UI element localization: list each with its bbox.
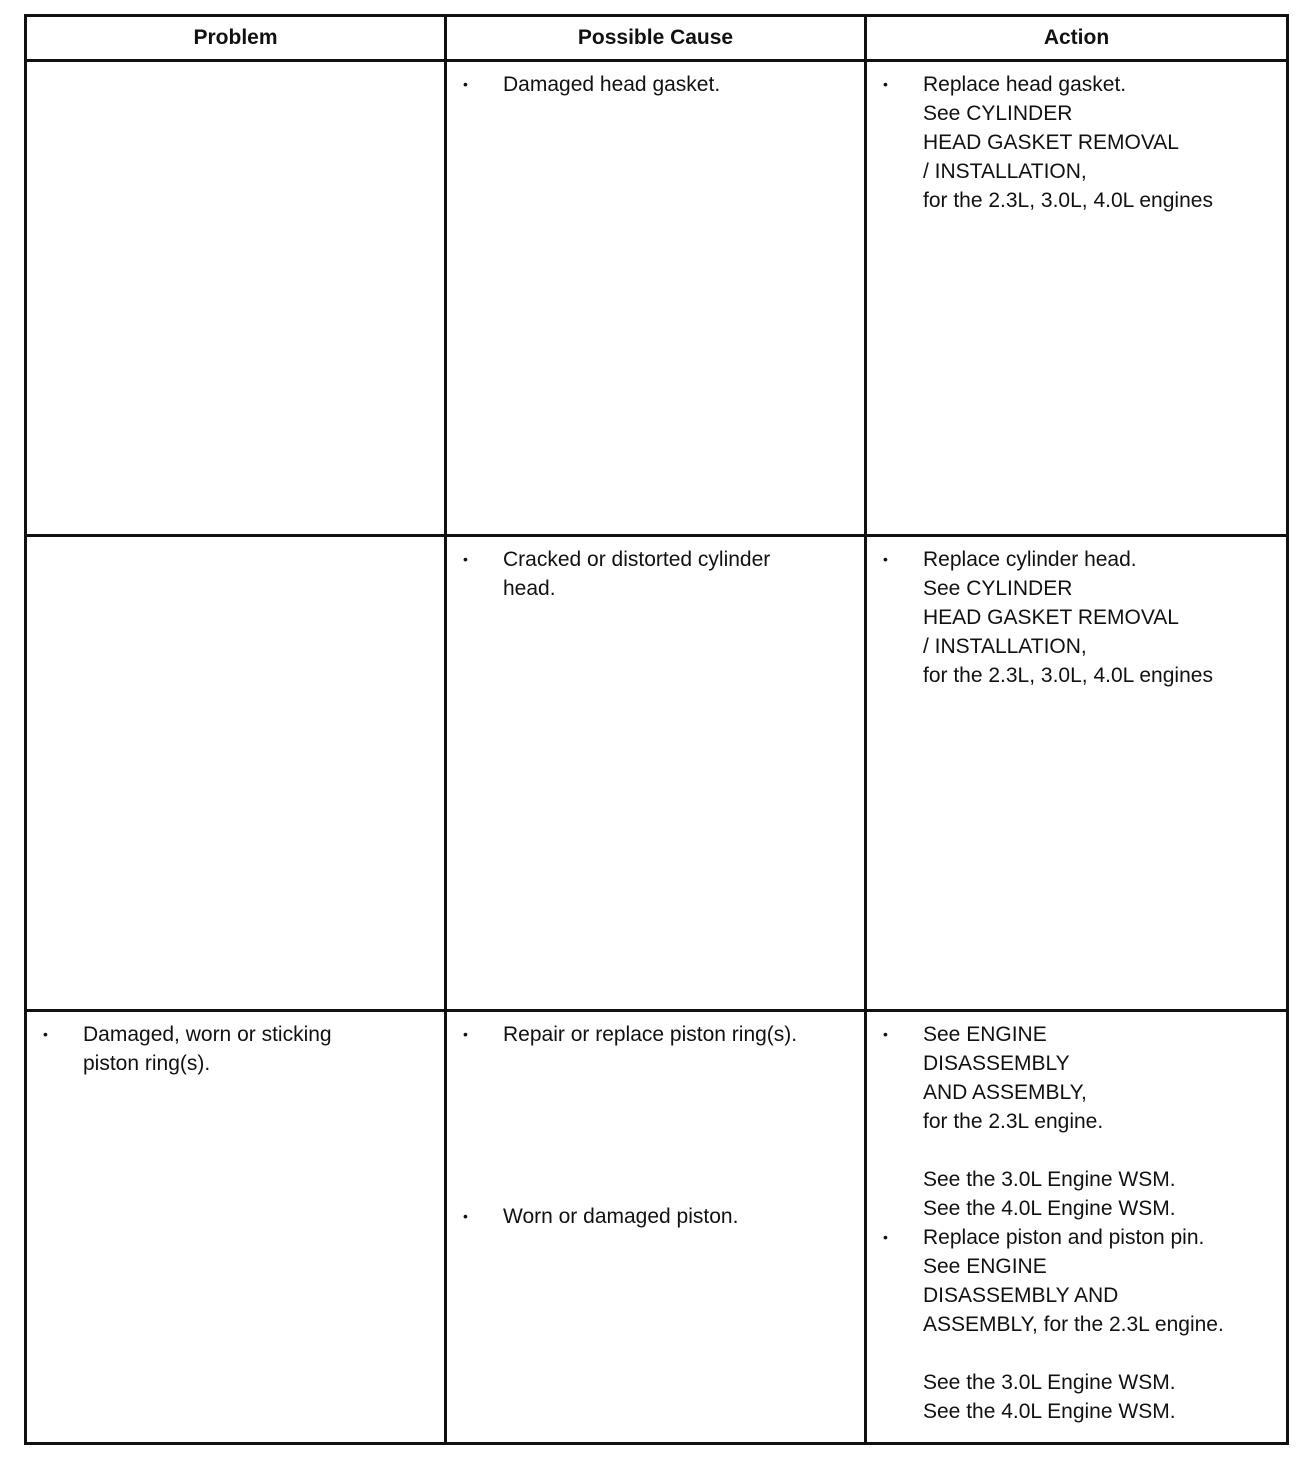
bullet-icon: • xyxy=(463,76,468,92)
bullet-icon: • xyxy=(463,1208,468,1224)
bullet-icon: • xyxy=(883,76,888,92)
action-cell xyxy=(866,1011,1288,1444)
bullet-icon: • xyxy=(463,1026,468,1042)
action-text: See CYLINDER xyxy=(923,102,1073,125)
cause-text: Cracked or distorted cylinder xyxy=(503,548,771,571)
action-text: Replace head gasket. xyxy=(923,73,1127,96)
problem-cell xyxy=(26,61,446,536)
problem-entry xyxy=(37,1020,434,1078)
bullet-icon: • xyxy=(883,1026,888,1042)
action-text: for the 2.3L, 3.0L, 4.0L engines xyxy=(923,664,1213,687)
cause-cell xyxy=(446,61,866,536)
cause-cell xyxy=(446,536,866,1011)
action-text: AND ASSEMBLY, xyxy=(923,1081,1087,1104)
action-text: HEAD GASKET REMOVAL xyxy=(923,131,1179,154)
action-text: / INSTALLATION, xyxy=(923,160,1087,183)
header-problem: Problem xyxy=(26,16,446,61)
action-entry xyxy=(877,1020,1276,1223)
action-entry xyxy=(877,545,1276,690)
table-row xyxy=(26,1011,1288,1444)
problem-text: Damaged, worn or sticking xyxy=(83,1023,332,1046)
cause-text: Repair or replace piston ring(s). xyxy=(503,1023,798,1046)
header-action: Action xyxy=(866,16,1288,61)
action-text: See the 3.0L Engine WSM. xyxy=(923,1371,1176,1394)
problem-cell xyxy=(26,536,446,1011)
action-text: for the 2.3L, 3.0L, 4.0L engines xyxy=(923,189,1213,212)
action-text: See ENGINE xyxy=(923,1255,1047,1278)
bullet-icon: • xyxy=(43,1026,48,1042)
action-text: HEAD GASKET REMOVAL xyxy=(923,606,1179,629)
action-text: Replace cylinder head. xyxy=(923,548,1137,571)
cause-text: Damaged head gasket. xyxy=(503,73,721,96)
cause-cell xyxy=(446,1011,866,1444)
cause-text: Worn or damaged piston. xyxy=(503,1205,739,1228)
action-text: ASSEMBLY, for the 2.3L engine. xyxy=(923,1313,1224,1336)
troubleshooting-table xyxy=(24,14,1289,1445)
bullet-icon: • xyxy=(463,551,468,567)
table-header-row xyxy=(26,16,1288,61)
cause-entry xyxy=(457,1020,854,1049)
action-text: See the 4.0L Engine WSM. xyxy=(923,1197,1176,1220)
table-row xyxy=(26,536,1288,1011)
action-cell xyxy=(866,61,1288,536)
action-text: See CYLINDER xyxy=(923,577,1073,600)
action-text: for the 2.3L engine. xyxy=(923,1110,1104,1133)
action-text: DISASSEMBLY AND xyxy=(923,1284,1119,1307)
bullet-icon: • xyxy=(883,1229,888,1245)
action-text: / INSTALLATION, xyxy=(923,635,1087,658)
action-text: Replace piston and piston pin. xyxy=(923,1226,1205,1249)
action-text: See the 3.0L Engine WSM. xyxy=(923,1168,1176,1191)
action-text: See the 4.0L Engine WSM. xyxy=(923,1400,1176,1423)
cause-entry xyxy=(457,70,854,99)
action-text: DISASSEMBLY xyxy=(923,1052,1070,1075)
cause-text: head. xyxy=(503,577,556,600)
action-entry xyxy=(877,1223,1276,1426)
table-row xyxy=(26,61,1288,536)
cause-entry xyxy=(457,545,854,603)
action-cell xyxy=(866,536,1288,1011)
header-possible-cause: Possible Cause xyxy=(446,16,866,61)
cause-entry xyxy=(457,1202,854,1231)
action-text: See ENGINE xyxy=(923,1023,1047,1046)
problem-text: piston ring(s). xyxy=(83,1052,211,1075)
action-entry xyxy=(877,70,1276,215)
bullet-icon: • xyxy=(883,551,888,567)
problem-cell xyxy=(26,1011,446,1444)
